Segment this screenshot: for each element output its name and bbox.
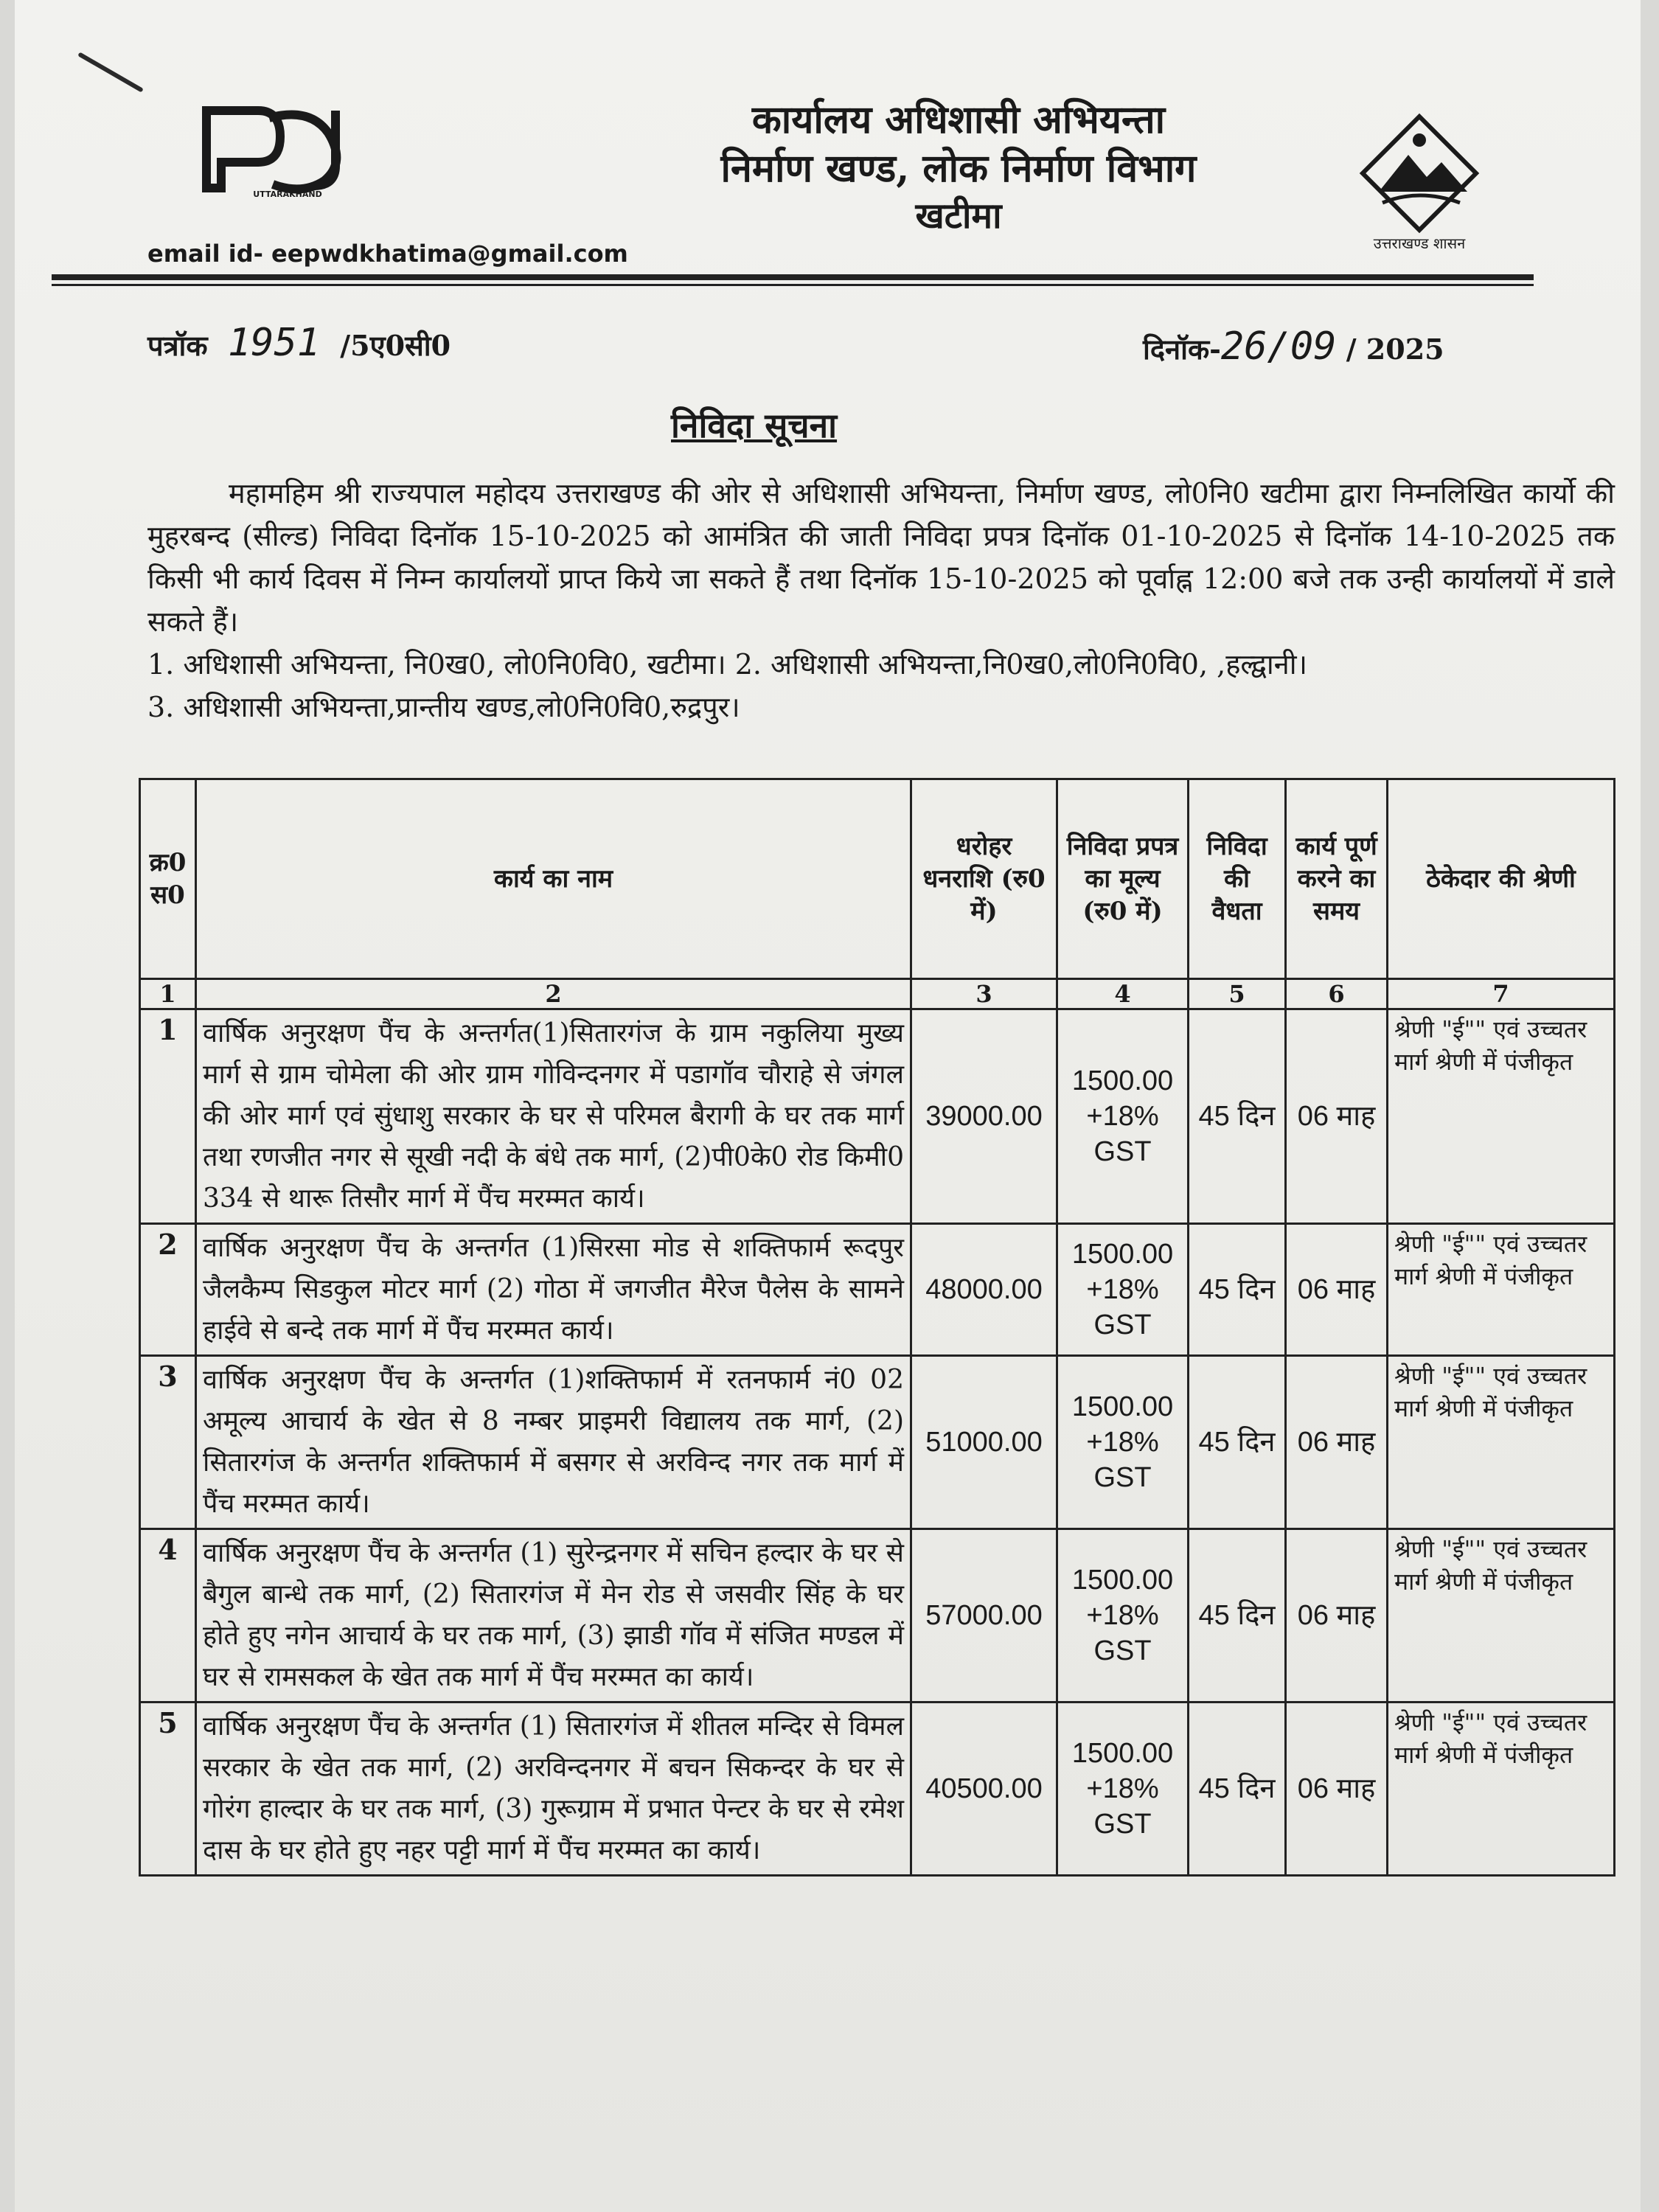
row-category: श्रेणी "ई"" एवं उच्चतर मार्ग श्रेणी में पंजीकृत xyxy=(1388,1529,1615,1703)
row-validity: 45 दिन xyxy=(1189,1224,1286,1356)
letter-date xyxy=(1143,324,1444,369)
row-sn: 2 xyxy=(140,1224,196,1356)
row-earnest-money: 57000.00 xyxy=(911,1529,1057,1703)
logo-sub-text: UTTARAKHAND xyxy=(253,189,322,199)
header-form-price: निविदा प्रपत्र का मूल्य (रु0 में) xyxy=(1057,779,1189,979)
row-earnest-money: 40500.00 xyxy=(911,1703,1057,1876)
date-label: दिनॉक- xyxy=(1143,333,1221,366)
date-year: / 2025 xyxy=(1346,333,1444,366)
uttarakhand-emblem xyxy=(1335,111,1504,265)
row-form-price: 1500.00 +18% GST xyxy=(1057,1356,1189,1529)
office-line-1: कार्यालय अधिशासी अभियन्ता xyxy=(751,97,1166,142)
tender-table xyxy=(139,778,1615,1877)
table-row xyxy=(140,1529,1615,1703)
row-form-price: 1500.00 +18% GST xyxy=(1057,1009,1189,1224)
row-form-price: 1500.00 +18% GST xyxy=(1057,1703,1189,1876)
header-divider-thin xyxy=(52,284,1534,286)
row-earnest-money: 39000.00 xyxy=(911,1009,1057,1224)
column-number: 6 xyxy=(1286,979,1388,1009)
offices-line-2: 3. अधिशासी अभियन्ता,प्रान्तीय खण्ड,लो0नि0वि0,रुद्रपुर। xyxy=(147,691,740,723)
office-line-2: निर्माण खण्ड, लोक निर्माण विभाग xyxy=(720,146,1197,191)
row-work-name: वार्षिक अनुरक्षण पैंच के अन्तर्गत(1)सितारगंज के ग्राम नकुलिया मुख्य मार्ग से ग्राम चोमेला की ओर ग्राम गोविन्दनगर में पडागॉव चौराहे से जंगल की ओर मार्ग एवं सुंधाशु सरकार के घर से परिमल बैरागी के घर तक मार्ग तथा रणजीत नगर से सूखी नदी के बंधे तक मार्ग, (2)पी0के0 रोड किमी0 334 से थारू तिसौर मार्ग में पैंच मरम्मत कार्य। xyxy=(196,1009,911,1224)
column-number: 7 xyxy=(1388,979,1615,1009)
row-category: श्रेणी "ई"" एवं उच्चतर मार्ग श्रेणी में पंजीकृत xyxy=(1388,1224,1615,1356)
notice-paragraph: महामहिम श्री राज्यपाल महोदय उत्तराखण्ड की ओर से अधिशासी अभियन्ता, निर्माण खण्ड, लो0नि0 खटीमा द्वारा निम्नलिखित कार्यो की मुहरबन्द (सील्ड) निविदा दिनॉक 15-10-2025 को आमंत्रित की जाती निविदा प्रपत्र दिनॉक 01-10-2025 से दिनॉक 14-10-2025 तक किसी भी कार्य दिवस में निम्न कार्यालयों प्राप्त किये जा सकते हैं तथा दिनॉक 15-10-2025 को पूर्वाह्न 12:00 बजे तक उन्ही कार्यालयों में डाले सकते हैं। xyxy=(147,477,1615,638)
column-number: 2 xyxy=(196,979,911,1009)
header-sn: क्र0 स0 xyxy=(140,779,196,979)
emblem-icon xyxy=(1357,111,1482,236)
row-completion: 06 माह xyxy=(1286,1224,1388,1356)
document-page xyxy=(15,0,1641,2212)
row-earnest-money: 48000.00 xyxy=(911,1224,1057,1356)
date-handwritten: 26/09 xyxy=(1220,324,1337,369)
row-validity: 45 दिन xyxy=(1189,1009,1286,1224)
row-work-name: वार्षिक अनुरक्षण पैंच के अन्तर्गत (1)शक्तिफार्म में रतनफार्म नं0 02 अमूल्य आचार्य के खेत से 8 नम्बर प्राइमरी विद्यालय तक मार्ग, (2) सितारगंज के अन्तर्गत शक्तिफार्म में बसगर से अरविन्द नगर तक मार्ग में पैंच मरम्मत कार्य। xyxy=(196,1356,911,1529)
row-work-name: वार्षिक अनुरक्षण पैंच के अन्तर्गत (1) सुरेन्द्रनगर में सचिन हल्दार के घर से बैगुल बान्धे तक मार्ग, (2) सितारगंज में मेन रोड से जसवीर सिंह के घर होते हुए नगेन आचार्य के घर तक मार्ग, (3) झाडी गॉव में संजित मण्डल में घर से रामसकल के खेत तक मार्ग में पैंच मरम्मत का कार्य। xyxy=(196,1529,911,1703)
table-row xyxy=(140,1224,1615,1356)
office-line-3: खटीमा xyxy=(915,195,1002,237)
emblem-caption: उत्तराखण्ड शासन xyxy=(1373,234,1466,252)
table-row xyxy=(140,1703,1615,1876)
header-contractor-category: ठेकेदार की श्रेणी xyxy=(1388,779,1615,979)
reference-label: पत्रॉक xyxy=(147,329,208,362)
row-completion: 06 माह xyxy=(1286,1009,1388,1224)
row-earnest-money: 51000.00 xyxy=(911,1356,1057,1529)
row-validity: 45 दिन xyxy=(1189,1529,1286,1703)
reference-suffix: /5ए0सी0 xyxy=(340,329,451,362)
row-sn: 1 xyxy=(140,1009,196,1224)
pwd-logo xyxy=(199,103,376,199)
table-row xyxy=(140,1356,1615,1529)
offices-line-1: 1. अधिशासी अभियन्ता, नि0ख0, लो0नि0वि0, खटीमा। 2. अधिशासी अभियन्ता,नि0ख0,लो0नि0वि0, ,हल्द्वानी। xyxy=(147,648,1307,681)
row-category: श्रेणी "ई"" एवं उच्चतर मार्ग श्रेणी में पंजीकृत xyxy=(1388,1356,1615,1529)
header-divider xyxy=(52,274,1534,280)
office-email: email id- eepwdkhatima@gmail.com xyxy=(147,240,628,268)
row-validity: 45 दिन xyxy=(1189,1703,1286,1876)
pen-mark xyxy=(77,52,144,92)
column-number: 3 xyxy=(911,979,1057,1009)
row-sn: 5 xyxy=(140,1703,196,1876)
row-form-price: 1500.00 +18% GST xyxy=(1057,1529,1189,1703)
column-number-row xyxy=(140,979,1615,1009)
header-validity: निविदा की वैधता xyxy=(1189,779,1286,979)
row-validity: 45 दिन xyxy=(1189,1356,1286,1529)
row-work-name: वार्षिक अनुरक्षण पैंच के अन्तर्गत (1)सिरसा मोड से शक्तिफार्म रूदपुर जैलकैम्प सिडकुल मोटर मार्ग (2) गोठा में जगजीत मैरेज पैलेस के सामने हाईवे से बन्दे तक मार्ग में पैंच मरम्मत कार्य। xyxy=(196,1224,911,1356)
row-completion: 06 माह xyxy=(1286,1529,1388,1703)
header-earnest-money: धरोहर धनराशि (रु0 में) xyxy=(911,779,1057,979)
column-number: 1 xyxy=(140,979,196,1009)
row-completion: 06 माह xyxy=(1286,1703,1388,1876)
letter-reference xyxy=(147,321,451,365)
table-row xyxy=(140,1009,1615,1224)
column-number: 4 xyxy=(1057,979,1189,1009)
column-number: 5 xyxy=(1189,979,1286,1009)
row-sn: 4 xyxy=(140,1529,196,1703)
row-category: श्रेणी "ई"" एवं उच्चतर मार्ग श्रेणी में पंजीकृत xyxy=(1388,1703,1615,1876)
tender-table-wrapper xyxy=(139,778,1613,1877)
office-heading xyxy=(575,96,1342,239)
header-completion-time: कार्य पूर्ण करने का समय xyxy=(1286,779,1388,979)
notice-body xyxy=(147,472,1615,728)
row-completion: 06 माह xyxy=(1286,1356,1388,1529)
row-category: श्रेणी "ई"" एवं उच्चतर मार्ग श्रेणी में पंजीकृत xyxy=(1388,1009,1615,1224)
row-form-price: 1500.00 +18% GST xyxy=(1057,1224,1189,1356)
reference-number: 1951 xyxy=(227,321,321,365)
notice-title: निविदा सूचना xyxy=(671,406,838,445)
row-work-name: वार्षिक अनुरक्षण पैंच के अन्तर्गत (1) सितारगंज में शीतल मन्दिर से विमल सरकार के खेत तक मार्ग, (2) अरविन्दनगर में बचन सिकन्दर के घर से गोरंग हाल्दार के घर तक मार्ग, (3) गुरूग्राम में प्रभात पेन्टर के घर से रमेश दास के घर होते हुए नहर पट्टी मार्ग में पैंच मरम्मत का कार्य। xyxy=(196,1703,911,1876)
header-work-name: कार्य का नाम xyxy=(196,779,911,979)
table-header-row xyxy=(140,779,1615,979)
row-sn: 3 xyxy=(140,1356,196,1529)
